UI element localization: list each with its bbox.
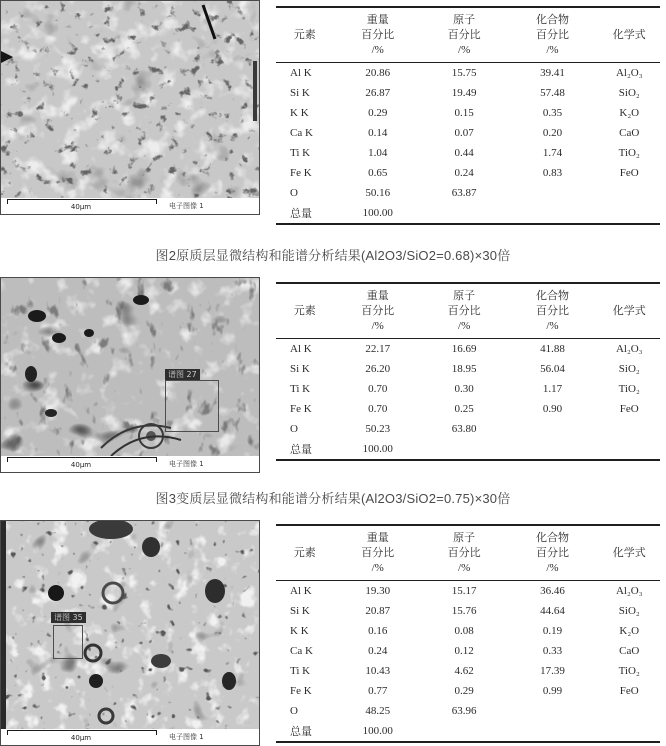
cell-formula: SiO₂ bbox=[618, 363, 640, 375]
cell-weight: 26.87 bbox=[365, 87, 391, 99]
cell-atomic: 18.95 bbox=[451, 363, 477, 375]
table-header bbox=[276, 8, 660, 63]
sem-info-strip bbox=[1, 198, 259, 214]
table-row bbox=[276, 439, 660, 459]
sem-info-strip bbox=[1, 729, 259, 745]
sem-figure-2 bbox=[0, 277, 260, 473]
spectrum-box bbox=[165, 380, 219, 432]
cell-formula: FeO bbox=[619, 685, 639, 697]
header-atomic-pct: 原子 百分比 /% bbox=[447, 532, 481, 574]
cell-formula: CaO bbox=[619, 127, 640, 139]
cell-atomic: 0.30 bbox=[454, 383, 474, 395]
table-row bbox=[276, 123, 660, 143]
table-header bbox=[276, 526, 660, 581]
table-row bbox=[276, 163, 660, 183]
table-row bbox=[276, 83, 660, 103]
table-row bbox=[276, 581, 660, 601]
cell-element: K K bbox=[290, 107, 309, 119]
table-row bbox=[276, 661, 660, 681]
cell-atomic: 0.12 bbox=[454, 645, 474, 657]
section-altered-layer bbox=[0, 277, 666, 475]
cell-weight: 0.29 bbox=[368, 107, 388, 119]
cell-compound: 57.48 bbox=[540, 87, 565, 99]
table-row bbox=[276, 339, 660, 359]
header-compound-pct: 化合物 百分比 /% bbox=[535, 290, 569, 332]
figure-caption-3: 图3变质层显微结构和能谱分析结果(Al2O3/SiO2=0.75)×30倍 bbox=[155, 491, 511, 506]
spectrum-label: 谱图 35 bbox=[51, 612, 86, 623]
spectrum-selection-35 bbox=[51, 607, 86, 659]
cell-atomic: 0.07 bbox=[454, 127, 474, 139]
cell-compound: 0.19 bbox=[542, 625, 563, 637]
scale-label: 40μm bbox=[70, 203, 92, 211]
cell-compound: 0.83 bbox=[542, 167, 563, 179]
header-weight-pct: 重量 百分比 /% bbox=[361, 532, 395, 574]
cell-formula: CaO bbox=[619, 645, 640, 657]
sem-texture-3 bbox=[1, 521, 259, 729]
header-compound-pct: 化合物 百分比 /% bbox=[535, 532, 569, 574]
table-row bbox=[276, 701, 660, 721]
table-body bbox=[276, 581, 660, 741]
section-altered-layer-2 bbox=[0, 520, 666, 746]
cell-compound: 17.39 bbox=[540, 665, 565, 677]
cell-compound: 0.20 bbox=[542, 127, 563, 139]
table-row bbox=[276, 641, 660, 661]
cell-weight: 0.14 bbox=[368, 127, 388, 139]
eds-table-3 bbox=[276, 524, 660, 743]
cell-weight: 50.23 bbox=[365, 423, 391, 435]
cell-element: Ti K bbox=[290, 383, 311, 395]
table-header bbox=[276, 284, 660, 339]
sem-info-strip bbox=[1, 456, 259, 472]
table-row bbox=[276, 419, 660, 439]
cell-element: Fe K bbox=[290, 685, 312, 697]
cell-weight: 1.04 bbox=[368, 147, 388, 159]
cell-element: O bbox=[290, 187, 298, 199]
header-weight-pct: 重量 百分比 /% bbox=[361, 290, 395, 332]
cell-compound: 39.41 bbox=[540, 67, 565, 79]
scale-label: 40μm bbox=[70, 734, 92, 742]
cell-weight: 0.70 bbox=[368, 403, 388, 415]
cell-atomic: 4.62 bbox=[454, 665, 474, 677]
cell-weight: 26.20 bbox=[365, 363, 391, 375]
cell-formula: K₂O bbox=[619, 625, 640, 637]
cell-atomic: 0.44 bbox=[454, 147, 474, 159]
cell-compound: 56.04 bbox=[540, 363, 565, 375]
cell-compound: 0.35 bbox=[542, 107, 563, 119]
scale-label: 40μm bbox=[70, 461, 92, 469]
cell-element: Ti K bbox=[290, 665, 311, 677]
cell-atomic: 0.29 bbox=[454, 685, 474, 697]
table-row bbox=[276, 63, 660, 83]
sem-micrograph-3 bbox=[0, 520, 260, 746]
table-row bbox=[276, 721, 660, 741]
eds-table-1 bbox=[276, 6, 660, 225]
header-atomic-pct: 原子 百分比 /% bbox=[447, 290, 481, 332]
cell-atomic: 0.15 bbox=[454, 107, 474, 119]
cell-compound: 36.46 bbox=[540, 585, 565, 597]
cell-formula: SiO₂ bbox=[618, 605, 640, 617]
electron-image-label: 电子图像 1 bbox=[169, 202, 204, 210]
cell-formula: TiO₂ bbox=[618, 665, 640, 677]
eds-table-2 bbox=[276, 282, 660, 461]
cell-formula: TiO₂ bbox=[618, 147, 640, 159]
header-formula: 化学式 bbox=[612, 29, 646, 41]
spectrum-box bbox=[53, 625, 83, 659]
spectrum-label: 谱图 27 bbox=[165, 369, 200, 380]
cell-formula: Al₂O₃ bbox=[615, 343, 643, 355]
table-row bbox=[276, 399, 660, 419]
cell-atomic: 15.76 bbox=[451, 605, 477, 617]
electron-image-label: 电子图像 1 bbox=[169, 460, 204, 468]
cell-element: O bbox=[290, 423, 298, 435]
cell-formula: FeO bbox=[619, 167, 639, 179]
cell-formula: Al₂O₃ bbox=[615, 585, 643, 597]
cell-element: Si K bbox=[290, 363, 310, 375]
cell-compound: 41.88 bbox=[540, 343, 565, 355]
cell-element: Fe K bbox=[290, 167, 312, 179]
cell-formula: TiO₂ bbox=[618, 383, 640, 395]
sem-figure-1 bbox=[0, 0, 260, 215]
cell-atomic: 63.96 bbox=[451, 705, 477, 717]
sem-micrograph-2 bbox=[0, 277, 260, 473]
cell-atomic: 0.08 bbox=[454, 625, 474, 637]
cell-compound: 0.33 bbox=[542, 645, 563, 657]
cell-atomic: 19.49 bbox=[451, 87, 477, 99]
header-element: 元素 bbox=[293, 547, 316, 559]
header-compound-pct: 化合物 百分比 /% bbox=[535, 14, 569, 56]
cell-atomic: 15.17 bbox=[451, 585, 477, 597]
header-element: 元素 bbox=[293, 29, 316, 41]
cell-element: Ca K bbox=[290, 645, 313, 657]
header-weight-pct: 重量 百分比 /% bbox=[361, 14, 395, 56]
cell-weight: 50.16 bbox=[365, 187, 391, 199]
cell-weight: 0.24 bbox=[368, 645, 388, 657]
cell-formula: Al₂O₃ bbox=[615, 67, 643, 79]
cell-atomic: 0.25 bbox=[454, 403, 474, 415]
cell-element: Ca K bbox=[290, 127, 313, 139]
table-row bbox=[276, 379, 660, 399]
cell-element: O bbox=[290, 705, 298, 717]
cell-formula: K₂O bbox=[619, 107, 640, 119]
section-original-layer bbox=[0, 0, 666, 232]
table-row bbox=[276, 601, 660, 621]
table-row bbox=[276, 143, 660, 163]
cell-formula: SiO₂ bbox=[618, 87, 640, 99]
cell-weight: 0.16 bbox=[368, 625, 388, 637]
cell-atomic: 16.69 bbox=[451, 343, 477, 355]
cell-weight: 20.86 bbox=[365, 67, 391, 79]
table-row bbox=[276, 183, 660, 203]
cell-weight: 0.77 bbox=[368, 685, 388, 697]
cell-weight: 10.43 bbox=[365, 665, 391, 677]
cell-element: Al K bbox=[290, 343, 312, 355]
cell-weight: 100.00 bbox=[362, 207, 393, 219]
cell-compound: 1.74 bbox=[542, 147, 563, 159]
cell-compound: 1.17 bbox=[542, 383, 563, 395]
header-atomic-pct: 原子 百分比 /% bbox=[447, 14, 481, 56]
figure-caption-2: 图2原质层显微结构和能谱分析结果(Al2O3/SiO2=0.68)×30倍 bbox=[155, 248, 511, 263]
cell-atomic: 0.24 bbox=[454, 167, 474, 179]
cell-weight: 0.65 bbox=[368, 167, 388, 179]
cell-element: 总量 bbox=[290, 444, 312, 456]
table-row bbox=[276, 103, 660, 123]
sem-texture-2 bbox=[1, 278, 259, 456]
spectrum-selection-27 bbox=[165, 364, 219, 432]
sem-figure-3 bbox=[0, 520, 260, 746]
cell-element: Al K bbox=[290, 67, 312, 79]
cell-weight: 22.17 bbox=[365, 343, 391, 355]
table-body bbox=[276, 63, 660, 223]
cell-element: Ti K bbox=[290, 147, 311, 159]
cell-compound: 44.64 bbox=[540, 605, 565, 617]
cell-atomic: 63.87 bbox=[451, 187, 477, 199]
cell-compound: 0.99 bbox=[542, 685, 563, 697]
cell-element: Si K bbox=[290, 605, 310, 617]
header-element: 元素 bbox=[293, 305, 316, 317]
cell-element: Si K bbox=[290, 87, 310, 99]
table-row bbox=[276, 621, 660, 641]
cell-element: K K bbox=[290, 625, 309, 637]
table-body bbox=[276, 339, 660, 459]
cell-element: 总量 bbox=[290, 208, 312, 220]
electron-image-label: 电子图像 1 bbox=[169, 733, 204, 741]
cell-weight: 48.25 bbox=[365, 705, 391, 717]
cell-weight: 19.30 bbox=[365, 585, 391, 597]
cell-element: 总量 bbox=[290, 726, 312, 738]
cell-weight: 0.70 bbox=[368, 383, 388, 395]
header-formula: 化学式 bbox=[612, 547, 646, 559]
cell-weight: 100.00 bbox=[362, 443, 393, 455]
cell-weight: 100.00 bbox=[362, 725, 393, 737]
sem-texture-1 bbox=[1, 1, 259, 198]
cell-atomic: 15.75 bbox=[451, 67, 477, 79]
cell-formula: FeO bbox=[619, 403, 639, 415]
table-row bbox=[276, 203, 660, 223]
table-row bbox=[276, 359, 660, 379]
sem-micrograph-1 bbox=[0, 0, 260, 215]
cell-atomic: 63.80 bbox=[451, 423, 477, 435]
header-formula: 化学式 bbox=[612, 305, 646, 317]
cell-element: Al K bbox=[290, 585, 312, 597]
cell-compound: 0.90 bbox=[542, 403, 563, 415]
table-row bbox=[276, 681, 660, 701]
cell-weight: 20.87 bbox=[365, 605, 391, 617]
cell-element: Fe K bbox=[290, 403, 312, 415]
